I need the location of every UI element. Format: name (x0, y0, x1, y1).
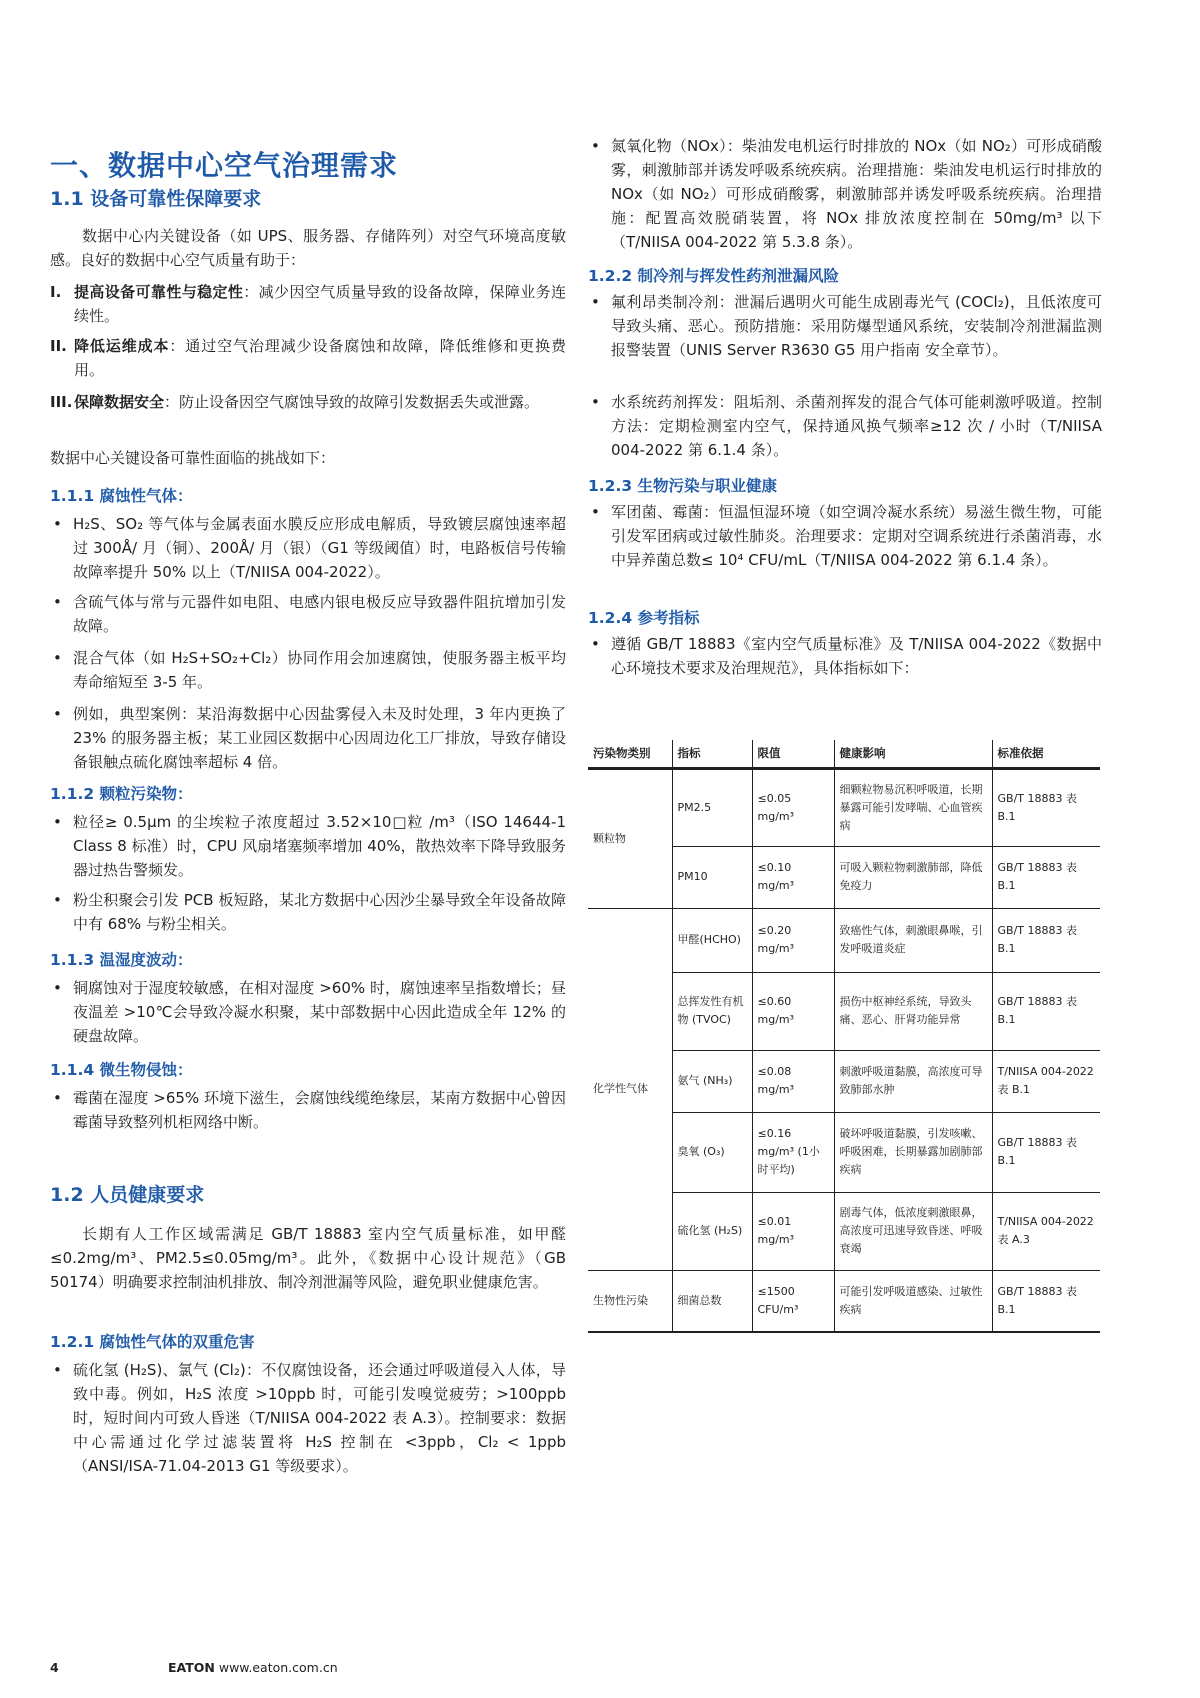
category-cell: 化学性气体 (588, 908, 672, 1270)
heading-1-2: 1.2 人员健康要求 (50, 1184, 205, 1206)
heading-1-2-2: 1.2.2 制冷剂与挥发性药剂泄漏风险 (588, 267, 840, 285)
indicator-cell: PM10 (672, 846, 752, 908)
item-heading: 降低运维成本 (74, 337, 170, 355)
item-text: ：通过空气治理减少设备腐蚀和故障，降低维修和更换费用。 (74, 337, 566, 379)
impact-cell: 细颗粒物易沉积呼吸道，长期暴露可能引发哮喘、心血管疾病 (834, 768, 992, 846)
basis-cell: GB/T 18883 表 B.1 (992, 846, 1100, 908)
table-row (588, 908, 1100, 972)
basis-cell: GB/T 18883 表 B.1 (992, 972, 1100, 1050)
table-header-row (588, 740, 1100, 768)
bullet-item: • 例如，典型案例：某沿海数据中心因盐雾侵入未及时处理，3 年内更换了 23% 的服务器主板；某工业园区数据中心因周边化工厂排放，导致存储设备银触点硫化腐蚀率超标 4 倍。 (50, 702, 566, 774)
bullet-item: • 粉尘积聚会引发 PCB 板短路，某北方数据中心因沙尘暴导致全年设备故障中有 68% 与粉尘相关。 (50, 888, 566, 936)
heading-1-1-1: 1.1.1 腐蚀性气体： (50, 487, 193, 505)
limit-cell: ≤0.60 mg/m³ (752, 972, 834, 1050)
numbered-item-1 (50, 280, 566, 328)
indicator-cell: 氨气 (NH₃) (672, 1050, 752, 1112)
paragraph-1-2-intro: 长期有人工作区域需满足 GB/T 18883 室内空气质量标准，如甲醛≤0.2mg/m³、PM2.5≤0.05mg/m³。此外，《数据中心设计规范》（GB 50174）明确要求控制油机排放、制冷剂泄漏等风险，避免职业健康危害。 (50, 1225, 566, 1291)
limit-cell: ≤0.10 mg/m³ (752, 846, 834, 908)
page-number: 4 (50, 1660, 59, 1675)
limit-cell: ≤0.05 mg/m³ (752, 768, 834, 846)
column-header: 污染物类别 (588, 740, 672, 768)
impact-cell: 破坏呼吸道黏膜，引发咳嗽、呼吸困难，长期暴露加剧肺部疾病 (834, 1112, 992, 1192)
heading-1-2-4: 1.2.4 参考指标 (588, 609, 700, 627)
basis-cell: GB/T 18883 表 B.1 (992, 908, 1100, 972)
indicator-cell: 硫化氢 (H₂S) (672, 1192, 752, 1270)
bullet-item: • 混合气体（如 H₂S+SO₂+Cl₂）协同作用会加速腐蚀，使服务器主板平均寿命缩短至 3-5 年。 (50, 646, 566, 694)
numbered-item-2 (50, 334, 566, 382)
heading-1-2-3: 1.2.3 生物污染与职业健康 (588, 477, 778, 495)
limit-cell: ≤0.08 mg/m³ (752, 1050, 834, 1112)
heading-1-1-3: 1.1.3 温湿度波动： (50, 951, 193, 969)
bullet-item: • 氮氧化物（NOx）：柴油发电机运行时排放的 NOx（如 NO₂）可形成硝酸雾，刺激肺部并诱发呼吸系统疾病。治理措施：柴油发电机运行时排放的 NOx（如 NO₂）可形成硝酸雾，刺激肺部并诱发呼吸系统疾病。治理措施：配置高效脱硝装置，将 NOx 排放浓度控制在 50mg/m³ 以下（T/NIISA 004-2022 第 5.3.8 条）。 (588, 134, 1102, 254)
item-marker: II. (50, 337, 67, 355)
heading-1-1: 1.1 设备可靠性保障要求 (50, 188, 262, 210)
limit-cell: ≤0.20 mg/m³ (752, 908, 834, 972)
item-marker: III. (50, 393, 73, 411)
footer-brand (168, 1660, 338, 1675)
column-header: 指标 (672, 740, 752, 768)
item-text: ：防止设备因空气腐蚀导致的故障引发数据丢失或泄露。 (164, 393, 540, 411)
bullet-item: • 霉菌在湿度 >65% 环境下滋生，会腐蚀线缆绝缘层，某南方数据中心曾因霉菌导致整列机柜网络中断。 (50, 1086, 566, 1134)
bullet-item: • 遵循 GB/T 18883《室内空气质量标准》及 T/NIISA 004-2022《数据中心环境技术要求及治理规范》，具体指标如下： (588, 632, 1102, 680)
heading-1-1-4: 1.1.4 微生物侵蚀： (50, 1061, 193, 1079)
table-row (588, 768, 1100, 846)
bullet-item: • 硫化氢 (H₂S)、氯气 (Cl₂)：不仅腐蚀设备，还会通过呼吸道侵入人体，导致中毒。例如，H₂S 浓度 >10ppb 时，可能引发嗅觉疲劳；>100ppb 时，短时间内可致人昏迷（T/NIISA 004-2022 表 A.3）。控制要求：数据中心需通过化学过滤装置将 H₂S 控制在 <3ppb，Cl₂ < 1ppb（ANSI/ISA-71.04-2013 G1 等级要求）。 (50, 1358, 566, 1478)
basis-cell: GB/T 18883 表 B.1 (992, 1270, 1100, 1332)
column-header: 限值 (752, 740, 834, 768)
basis-cell: GB/T 18883 表 B.1 (992, 768, 1100, 846)
bullet-item: • 军团菌、霉菌：恒温恒湿环境（如空调冷凝水系统）易滋生微生物，可能引发军团病或过敏性肺炎。治理要求：定期对空调系统进行杀菌消毒，水中异养菌总数≤ 10⁴ CFU/mL（T/NIISA 004-2022 第 6.1.4 条）。 (588, 500, 1102, 572)
impact-cell: 刺激呼吸道黏膜，高浓度可导致肺部水肿 (834, 1050, 992, 1112)
impact-cell: 可吸入颗粒物刺激肺部，降低免疫力 (834, 846, 992, 908)
impact-cell: 致癌性气体，刺激眼鼻喉，引发呼吸道炎症 (834, 908, 992, 972)
bullet-item: • H₂S、SO₂ 等气体与金属表面水膜反应形成电解质，导致镀层腐蚀速率超过 300Å/ 月（铜）、200Å/ 月（银）（G1 等级阈值）时，电路板信号传输故障率提升 50% 以上（T/NIISA 004-2022）。 (50, 512, 566, 584)
limit-cell: ≤1500 CFU/m³ (752, 1270, 834, 1332)
indicator-cell: 甲醛(HCHO) (672, 908, 752, 972)
item-heading: 提高设备可靠性与稳定性 (74, 283, 244, 301)
impact-cell: 可能引发呼吸道感染、过敏性疾病 (834, 1270, 992, 1332)
bullet-item: • 含硫气体与常与元器件如电阻、电感内银电极反应导致器件阻抗增加引发故障。 (50, 590, 566, 638)
paragraph-1-1-intro: 数据中心内关键设备（如 UPS、服务器、存储阵列）对空气环境高度敏感。良好的数据中心空气质量有助于： (50, 227, 566, 269)
indicator-cell: PM2.5 (672, 768, 752, 846)
brand-name: EATON (168, 1660, 215, 1675)
page-footer (50, 1660, 338, 1675)
limit-cell: ≤0.01 mg/m³ (752, 1192, 834, 1270)
category-cell: 生物性污染 (588, 1270, 672, 1332)
limit-cell: ≤0.16 mg/m³ (1小时平均) (752, 1112, 834, 1192)
column-header: 健康影响 (834, 740, 992, 768)
basis-cell: GB/T 18883 表 B.1 (992, 1112, 1100, 1192)
basis-cell: T/NIISA 004-2022 表 B.1 (992, 1050, 1100, 1112)
category-cell: 颗粒物 (588, 768, 672, 908)
impact-cell: 剧毒气体，低浓度刺激眼鼻，高浓度可迅速导致昏迷、呼吸衰竭 (834, 1192, 992, 1270)
column-header: 标准依据 (992, 740, 1100, 768)
website-url: www.eaton.com.cn (218, 1660, 338, 1675)
bullet-item: • 水系统药剂挥发：阻垢剂、杀菌剂挥发的混合气体可能刺激呼吸道。控制方法：定期检测室内空气，保持通风换气频率≥12 次 / 小时（T/NIISA 004-2022 第 6.1.4 条）。 (588, 390, 1102, 462)
impact-cell: 损伤中枢神经系统，导致头痛、恶心、肝肾功能异常 (834, 972, 992, 1050)
heading-1-1-2: 1.1.2 颗粒污染物： (50, 785, 193, 803)
bullet-item: • 粒径≥ 0.5μm 的尘埃粒子浓度超过 3.52×10□粒 /m³（ISO 14644-1 Class 8 标准）时，CPU 风扇堵塞频率增加 40%，散热效率下降导致服务器过热告警频发。 (50, 810, 566, 882)
indicator-cell: 臭氧 (O₃) (672, 1112, 752, 1192)
table-row (588, 1270, 1100, 1332)
basis-cell: T/NIISA 004-2022 表 A.3 (992, 1192, 1100, 1270)
item-marker: I. (50, 283, 62, 301)
bullet-item: • 铜腐蚀对于湿度较敏感，在相对湿度 >60% 时，腐蚀速率呈指数增长；昼夜温差 >10℃会导致冷凝水积聚，某中部数据中心因此造成全年 12% 的硬盘故障。 (50, 976, 566, 1048)
paragraph-challenge: 数据中心关键设备可靠性面临的挑战如下： (50, 449, 336, 467)
reference-indicators-table (588, 740, 1100, 1333)
indicator-cell: 细菌总数 (672, 1270, 752, 1332)
heading-1-2-1: 1.2.1 腐蚀性气体的双重危害 (50, 1333, 255, 1351)
item-text: ：减少因空气质量导致的设备故障，保障业务连续性。 (74, 283, 566, 325)
item-heading: 保障数据安全 (74, 393, 165, 411)
indicator-cell: 总挥发性有机物 (TVOC) (672, 972, 752, 1050)
bullet-item: • 氟利昂类制冷剂：泄漏后遇明火可能生成剧毒光气 (COCl₂)，且低浓度可导致头痛、恶心。预防措施：采用防爆型通风系统，安装制冷剂泄漏监测报警装置（UNIS Server R3630 G5 用户指南 安全章节）。 (588, 290, 1102, 362)
section-title: 一、数据中心空气治理需求 (50, 149, 399, 182)
numbered-item-3 (50, 390, 566, 414)
